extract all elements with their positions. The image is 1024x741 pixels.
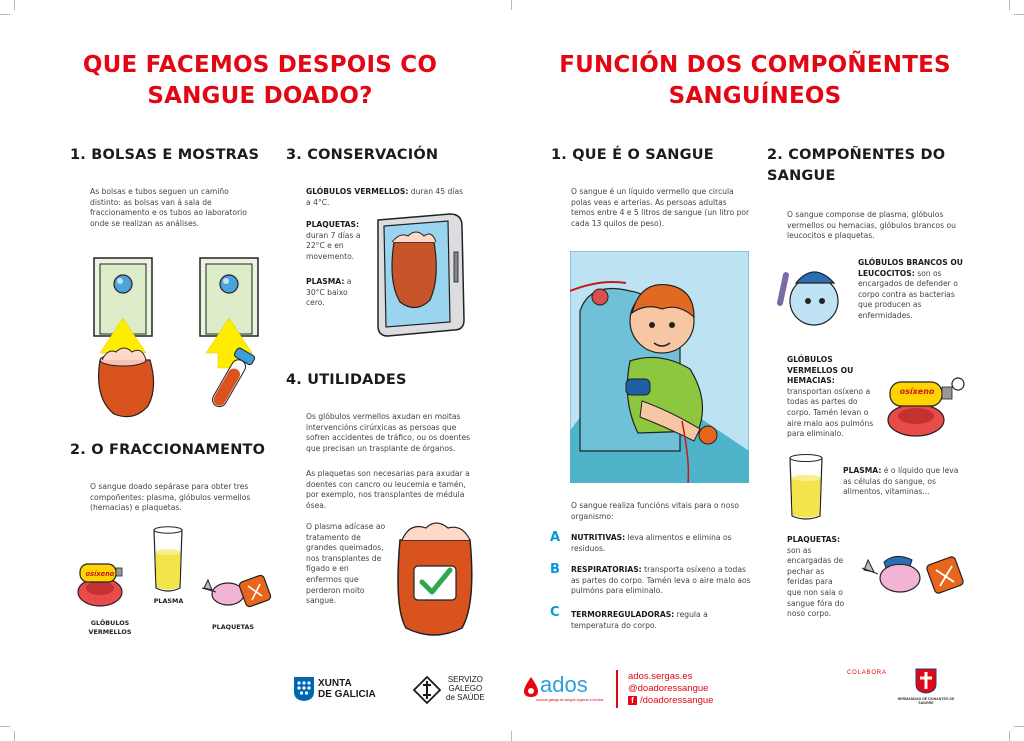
xunta-logo-icon: [293, 676, 315, 702]
r-sec2-title: [767, 145, 945, 187]
label-plasma: PLASMA: [153, 597, 184, 605]
sec3-plasma-label: PLASMA:: [306, 277, 345, 286]
sec4-p2: As plaquetas son necesarias para axudar a doentes con cancro ou leucemia e tamén, por exemplo, nos transplantes de médula ósea.: [306, 469, 470, 510]
sergas-text: [446, 675, 485, 702]
r-gb: [858, 258, 968, 322]
r-gb-text: son os encargados de defender o corpo contra as bacterias que producen as enfermidades.: [858, 268, 958, 320]
r-sec2-intro: O sangue componse de plasma, glóbulos vermellos ou hemacias, glóbulos brancos ou leucocitos e plaquetas.: [787, 210, 956, 241]
lab-doors-illustration: [72, 248, 272, 423]
label-globulos: GLÓBULOS VERMELLOS: [88, 619, 132, 636]
r-gv-label: GLÓBULOS VERMELLOS OU HEMACIAS:: [787, 355, 854, 386]
sec3-plaq-text: duran 7 días a 22°C e en movemento.: [306, 230, 361, 261]
oxygen-tank-label-right: osíxeno: [899, 387, 935, 396]
right-title-line2: SANGUÍNEOS: [668, 83, 842, 109]
sec3-plasma-text: a 30°C baixo cero.: [306, 277, 352, 308]
right-title: [540, 50, 970, 112]
r-plaq-text: son as encargadas de pechar as feridas para que non saia o sangue fóra do noso corpo.: [787, 545, 845, 619]
letter-a: A: [550, 530, 561, 545]
sec3-plaq-label: PLAQUETAS:: [306, 220, 360, 229]
right-title-line1: FUNCIÓN DOS COMPOÑENTES: [559, 52, 951, 78]
r-plasma-text: é o líquido que leva as células do sangue, os alimentos, vitaminas...: [843, 466, 959, 497]
item-a: [571, 533, 751, 554]
r-sec2-title-line2: SANGUE: [767, 168, 836, 184]
label-plaquetas: PLAQUETAS: [211, 623, 255, 631]
left-title: [40, 50, 480, 112]
item-b: [571, 565, 751, 597]
sec2-text: O sangue doado sepárase para obter tres compoñentes: plasma, glóbulos vermellos (hemacias) e plaquetas.: [90, 482, 251, 513]
sec3-title: 3. CONSERVACIÓN: [286, 147, 439, 163]
web-link[interactable]: ados.sergas.es: [628, 671, 693, 682]
r-gv-text: transportan osíxeno a todas as partes do corpo. Tamén levan o aire malo aos pulmóns para eliminalo.: [787, 386, 874, 439]
r-gv: [787, 355, 877, 440]
sec1-title: 1. BOLSAS E MOSTRAS: [70, 147, 260, 163]
item-c: [571, 610, 751, 631]
facebook-link[interactable]: /doadoressangue: [640, 695, 714, 706]
r-sec1-text: O sangue é un líquido vermello que circula polas veas e arterias. As persoas adultas temos entre 4 e 5 litros de sangue (un litro por cada 13 quilos de peso).: [571, 187, 750, 228]
item-a-label: NUTRITIVAS:: [571, 533, 626, 542]
facebook-icon: f: [628, 696, 637, 705]
sec3-gv-text: duran 45 días a 4°C.: [306, 187, 464, 207]
sergas-line2: GALEGO: [448, 684, 483, 693]
plasma-glass-right: [786, 452, 826, 524]
sec2-title: 2. O FRACCIONAMENTO: [70, 442, 266, 458]
sec1-text: As bolsas e tubos seguen un camiño distinto: as bolsas van á sala de fraccionamento e os tubos ao laboratorio onde se realizan as análises.: [90, 187, 247, 228]
r-plasma-label: PLASMA:: [843, 466, 882, 475]
letter-b: B: [550, 562, 560, 577]
red-cell-oxygen-character: [876, 372, 971, 442]
left-title-line1: QUE FACEMOS DESPOIS CO: [82, 52, 438, 78]
sergas-logo-icon: [413, 676, 441, 704]
left-title-line2: SANGUE DOADO?: [147, 83, 373, 109]
r-sec1-vital: O sangue realiza funcións vitais para o noso organismo:: [571, 501, 739, 521]
sergas-line1: SERVIZO: [447, 675, 483, 684]
sec3-plaq: [306, 220, 368, 262]
ados-text: ados: [540, 672, 588, 697]
sec4-p3: O plasma adícase ao tratamento de grandes queimados, nos transplantes de fígado e en enfermos que perderon moito sangue.: [306, 522, 386, 606]
footer-divider: [616, 670, 618, 708]
blood-bag-check-illustration: [390, 518, 480, 640]
colabora-label: COLABORA: [847, 670, 887, 676]
letter-c: C: [550, 605, 560, 620]
sec3-gv: [306, 187, 466, 208]
twitter-link[interactable]: @doadoressangue: [628, 683, 709, 694]
r-plaq-label: PLAQUETAS:: [787, 535, 841, 544]
sec4-title: 4. UTILIDADES: [286, 372, 407, 388]
platelet-character-right: [860, 540, 970, 610]
donor-boy-illustration: [570, 251, 749, 483]
r-plasma: [843, 466, 968, 498]
sec3-plasma: [306, 277, 364, 309]
xunta-text: [318, 678, 376, 700]
r-sec1-title: 1. QUE É O SANGUE: [551, 147, 714, 163]
xunta-line2: DE GALICIA: [318, 689, 376, 700]
fridge-illustration: [370, 212, 470, 340]
r-sec2-title-line1: 2. COMPOÑENTES DO: [767, 147, 946, 163]
hermandad-text: HERMANDAD DE DONANTES DE SANGRE: [897, 697, 955, 706]
item-b-text: transporta osíxeno a todas as partes do corpo. Tamén leva o aire malo aos pulmóns para eliminalo.: [571, 565, 751, 596]
platelet-character: [202, 574, 272, 607]
sec4-p1: Os glóbulos vermellos axudan en moitas intervencións cirúrxicas as persoas que sofren accidentes de tráfico, ou os doentes que precisan un trasplante de órganos.: [306, 412, 471, 453]
ados-drop-icon: [523, 676, 539, 698]
plasma-glass: [154, 527, 182, 591]
ados-subtext: axencia galega de sangue órganos e tecidos: [536, 698, 604, 702]
sec3-gv-label: GLÓBULOS VERMELLOS:: [306, 187, 409, 196]
r-plaq: [787, 535, 849, 620]
item-c-text: regula a temperatura do corpo.: [571, 610, 708, 630]
oxygen-tank-label-left: osíxeno: [85, 570, 115, 578]
white-cell-character: [776, 255, 851, 335]
item-b-label: RESPIRATORIAS:: [571, 565, 642, 574]
blood-bag: [99, 348, 154, 417]
r-gb-label: GLÓBULOS BRANCOS OU LEUCOCITOS:: [858, 258, 963, 278]
xunta-line1: XUNTA: [318, 678, 352, 689]
item-c-label: TERMORREGULADORAS:: [571, 610, 675, 619]
item-a-text: leva alimentos e elimina os residuos.: [571, 533, 732, 553]
sergas-line3: de SAÚDE: [446, 693, 485, 702]
hermandad-logo-icon: [915, 668, 937, 694]
